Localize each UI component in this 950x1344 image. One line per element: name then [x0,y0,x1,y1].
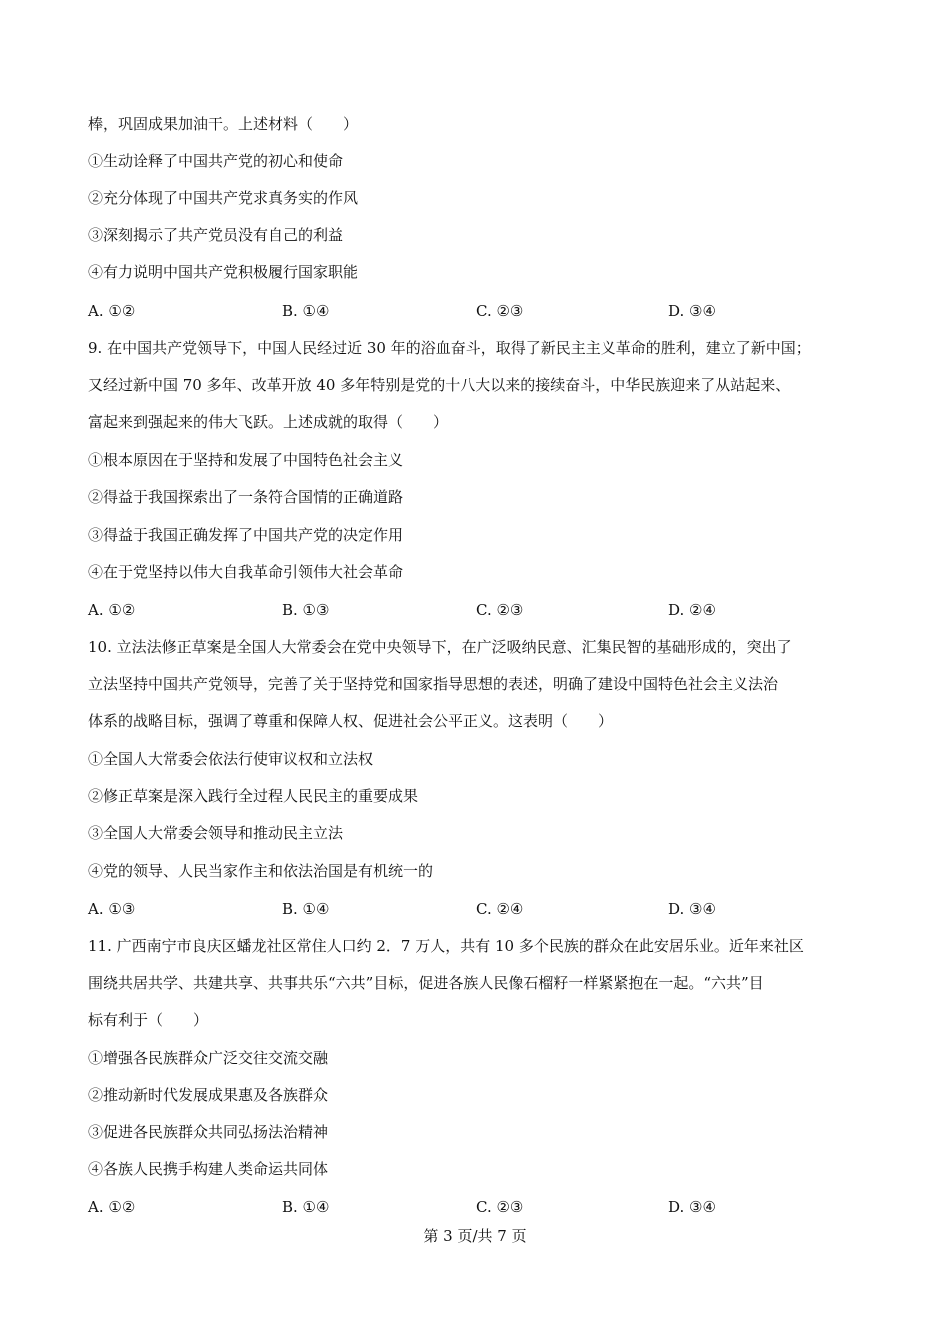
q11-stem-line-1: 11. 广西南宁市良庆区蟠龙社区常住人口约 2．7 万人，共有 10 多个民族的群众在此安居乐业。近年来社区 [88,937,804,955]
q10-stem-line-3: 体系的战略目标，强调了尊重和保障人权、促进社会公平正义。这表明（ ） [88,712,614,730]
q9-option-c: C. ②③ [476,601,524,619]
q8-item-4: ④有力说明中国共产党积极履行国家职能 [88,263,359,281]
q10-item-2: ②修正草案是深入践行全过程人民民主的重要成果 [88,787,419,805]
q9-item-3: ③得益于我国正确发挥了中国共产党的决定作用 [88,526,404,544]
q11-option-c: C. ②③ [476,1198,524,1216]
q9-option-b: B. ①③ [282,601,330,619]
q8-option-a: A. ①② [88,302,136,320]
q9-item-1: ①根本原因在于坚持和发展了中国特色社会主义 [88,451,404,469]
q10-option-a: A. ①③ [88,900,136,918]
q11-option-b: B. ①④ [282,1198,330,1216]
page-number-footer: 第 3 页/共 7 页 [423,1227,527,1245]
q9-option-a: A. ①② [88,601,136,619]
q10-stem-line-2: 立法坚持中国共产党领导，完善了关于坚持党和国家指导思想的表述，明确了建设中国特色社会主义法治 [88,675,779,693]
q10-option-c: C. ②④ [476,900,524,918]
q9-option-d: D. ②④ [668,601,716,619]
q10-stem-line-1: 10. 立法法修正草案是全国人大常委会在党中央领导下，在广泛吸纳民意、汇集民智的基础形成的，突出了 [88,638,792,656]
q9-item-4: ④在于党坚持以伟大自我革命引领伟大社会革命 [88,563,404,581]
q8-item-3: ③深刻揭示了共产党员没有自己的利益 [88,226,344,244]
q8-item-2: ②充分体现了中国共产党求真务实的作风 [88,189,359,207]
q9-stem-line-1: 9. 在中国共产党领导下，中国人民经过近 30 年的浴血奋斗，取得了新民主主义革命的胜利，建立了新中国； [88,339,811,357]
q8-item-1: ①生动诠释了中国共产党的初心和使命 [88,152,344,170]
q11-item-4: ④各族人民携手构建人类命运共同体 [88,1160,329,1178]
q10-option-b: B. ①④ [282,900,330,918]
q10-item-1: ①全国人大常委会依法行使审议权和立法权 [88,750,374,768]
q11-item-3: ③促进各民族群众共同弘扬法治精神 [88,1123,329,1141]
q11-item-1: ①增强各民族群众广泛交往交流交融 [88,1049,329,1067]
q8-option-b: B. ①④ [282,302,330,320]
q9-stem-line-3: 富起来到强起来的伟大飞跃。上述成就的取得（ ） [88,413,449,431]
q9-stem-line-2: 又经过新中国 70 多年、改革开放 40 多年特别是党的十八大以来的接续奋斗，中华民族迎来了从站起来、 [88,376,791,394]
q8-option-c: C. ②③ [476,302,524,320]
q10-option-d: D. ③④ [668,900,716,918]
q11-stem-line-3: 标有利于（ ） [88,1011,209,1029]
q8-stem-tail: 棒，巩固成果加油干。上述材料（ ） [88,115,359,133]
q8-option-d: D. ③④ [668,302,716,320]
q11-item-2: ②推动新时代发展成果惠及各族群众 [88,1086,329,1104]
q10-item-4: ④党的领导、人民当家作主和依法治国是有机统一的 [88,862,434,880]
q11-stem-line-2: 围绕共居共学、共建共享、共事共乐“六共”目标，促进各族人民像石榴籽一样紧紧抱在一起。“六共”目 [88,974,764,992]
q11-option-d: D. ③④ [668,1198,716,1216]
q10-item-3: ③全国人大常委会领导和推动民主立法 [88,824,344,842]
q9-item-2: ②得益于我国探索出了一条符合国情的正确道路 [88,488,404,506]
q11-option-a: A. ①② [88,1198,136,1216]
